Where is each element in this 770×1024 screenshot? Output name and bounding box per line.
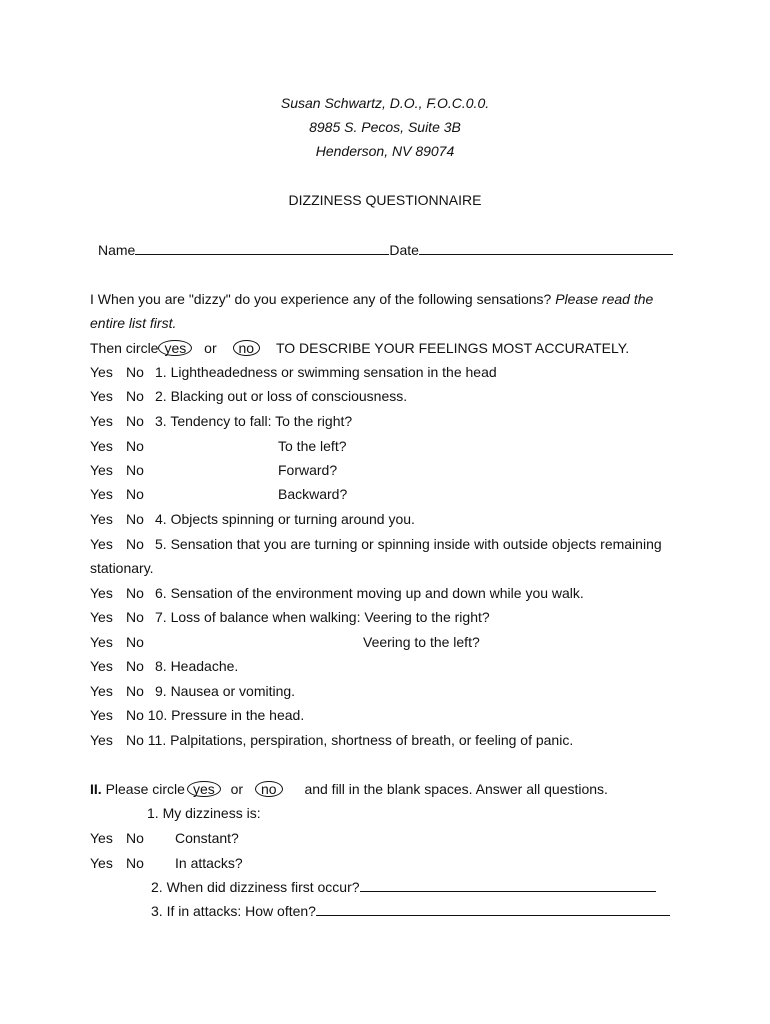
yes-option[interactable]: Yes [90, 855, 113, 871]
item-text[interactable]: No 10. Pressure in the head. [126, 707, 305, 723]
item-text: 5. Sensation that you are turning or spinning inside with outside objects remaining [155, 536, 662, 552]
no-option[interactable]: No [126, 609, 144, 625]
no-option[interactable]: No [126, 634, 144, 650]
item-text: 9. Nausea or vomiting. [155, 683, 296, 699]
name-date-row [98, 242, 673, 258]
item-text: 3. Tendency to fall: To the right? [155, 413, 353, 429]
yes-option[interactable]: Yes [90, 364, 113, 380]
item-text: In attacks? [175, 855, 243, 871]
item-text: Constant? [175, 830, 239, 846]
item-text: 7. Loss of balance when walking: Veering to the right? [155, 609, 490, 625]
or-text: or [204, 340, 217, 356]
question-1: 1. My dizziness is: [147, 805, 261, 821]
circled-yes-example: yes [158, 340, 192, 356]
yes-option[interactable]: Yes [90, 462, 113, 478]
item-text: 4. Objects spinning or turning around you. [155, 511, 415, 527]
item-text: Veering to the left? [363, 634, 480, 650]
question-2-text: 2. When did dizziness first occur? [151, 879, 360, 895]
circled-no-example: no [233, 340, 261, 356]
yes-option[interactable]: Yes [90, 413, 113, 429]
item-text: 8. Headache. [155, 658, 239, 674]
question-2 [151, 879, 656, 895]
circled-no-example: no [255, 781, 283, 797]
date-label: Date [389, 242, 419, 258]
address-line-2: Henderson, NV 89074 [315, 143, 455, 159]
describe-text: TO DESCRIBE YOUR FEELINGS MOST ACCURATELY. [275, 340, 630, 356]
yes-option[interactable]: Yes [90, 732, 113, 748]
yes-option[interactable]: Yes [90, 486, 113, 502]
no-option[interactable]: No [126, 413, 144, 429]
item-text: To the left? [278, 438, 347, 454]
doctor-name: Susan Schwartz, D.O., F.O.C.0.0. [280, 95, 490, 111]
document-title: DIZZINESS QUESTIONNAIRE [288, 192, 482, 208]
no-option[interactable]: No [126, 388, 144, 404]
then-circle-text: Then circle [90, 340, 159, 356]
yes-option[interactable]: Yes [90, 634, 113, 650]
no-option[interactable]: No [126, 486, 144, 502]
please-circle-text: Please circle [105, 781, 185, 797]
question-3 [151, 903, 670, 919]
yes-option[interactable]: Yes [90, 707, 113, 723]
item-text-continued: stationary. [90, 560, 154, 576]
fill-instructions: and fill in the blank spaces. Answer all questions. [304, 781, 608, 797]
item-text: 2. Blacking out or loss of consciousness. [155, 388, 408, 404]
section2-numeral: II. [90, 781, 102, 797]
yes-option[interactable]: Yes [90, 683, 113, 699]
date-field[interactable] [419, 242, 673, 255]
how-often-field[interactable] [316, 903, 670, 916]
address-line-1: 8985 S. Pecos, Suite 3B [309, 119, 461, 135]
yes-option[interactable]: Yes [90, 511, 113, 527]
question-3-text: 3. If in attacks: How often? [151, 903, 316, 919]
section1-intro-text: When you are "dizzy" do you experience any of the following sensations? [93, 291, 556, 307]
no-option[interactable]: No [126, 830, 144, 846]
section2-intro [90, 781, 608, 797]
no-option[interactable]: No [126, 511, 144, 527]
name-label: Name [98, 242, 136, 258]
item-text: 1. Lightheadedness or swimming sensation in the head [155, 364, 497, 380]
item-text: Forward? [278, 462, 338, 478]
no-option[interactable]: No [126, 585, 144, 601]
first-occur-field[interactable] [360, 879, 656, 892]
no-option[interactable]: No [126, 364, 144, 380]
no-option[interactable]: No [126, 855, 144, 871]
or-text: or [230, 781, 244, 797]
section1-numeral: I [90, 291, 94, 307]
no-option[interactable]: No [126, 658, 144, 674]
circled-yes-example: yes [187, 781, 221, 797]
section1-intro-italic: Please read the [555, 291, 654, 307]
section1-instructions [90, 340, 629, 356]
item-text[interactable]: No 11. Palpitations, perspiration, shortness of breath, or feeling of panic. [126, 732, 574, 748]
item-text: 6. Sensation of the environment moving up and down while you walk. [155, 585, 584, 601]
no-option[interactable]: No [126, 683, 144, 699]
yes-option[interactable]: Yes [90, 609, 113, 625]
yes-option[interactable]: Yes [90, 658, 113, 674]
section1-intro [90, 291, 653, 307]
name-field[interactable] [135, 242, 389, 255]
yes-option[interactable]: Yes [90, 388, 113, 404]
no-option[interactable]: No [126, 438, 144, 454]
yes-option[interactable]: Yes [90, 536, 113, 552]
yes-option[interactable]: Yes [90, 830, 113, 846]
section1-intro-italic-2: entire list first. [90, 315, 177, 331]
yes-option[interactable]: Yes [90, 585, 113, 601]
yes-option[interactable]: Yes [90, 438, 113, 454]
item-text: Backward? [278, 486, 348, 502]
no-option[interactable]: No [126, 536, 144, 552]
no-option[interactable]: No [126, 462, 144, 478]
